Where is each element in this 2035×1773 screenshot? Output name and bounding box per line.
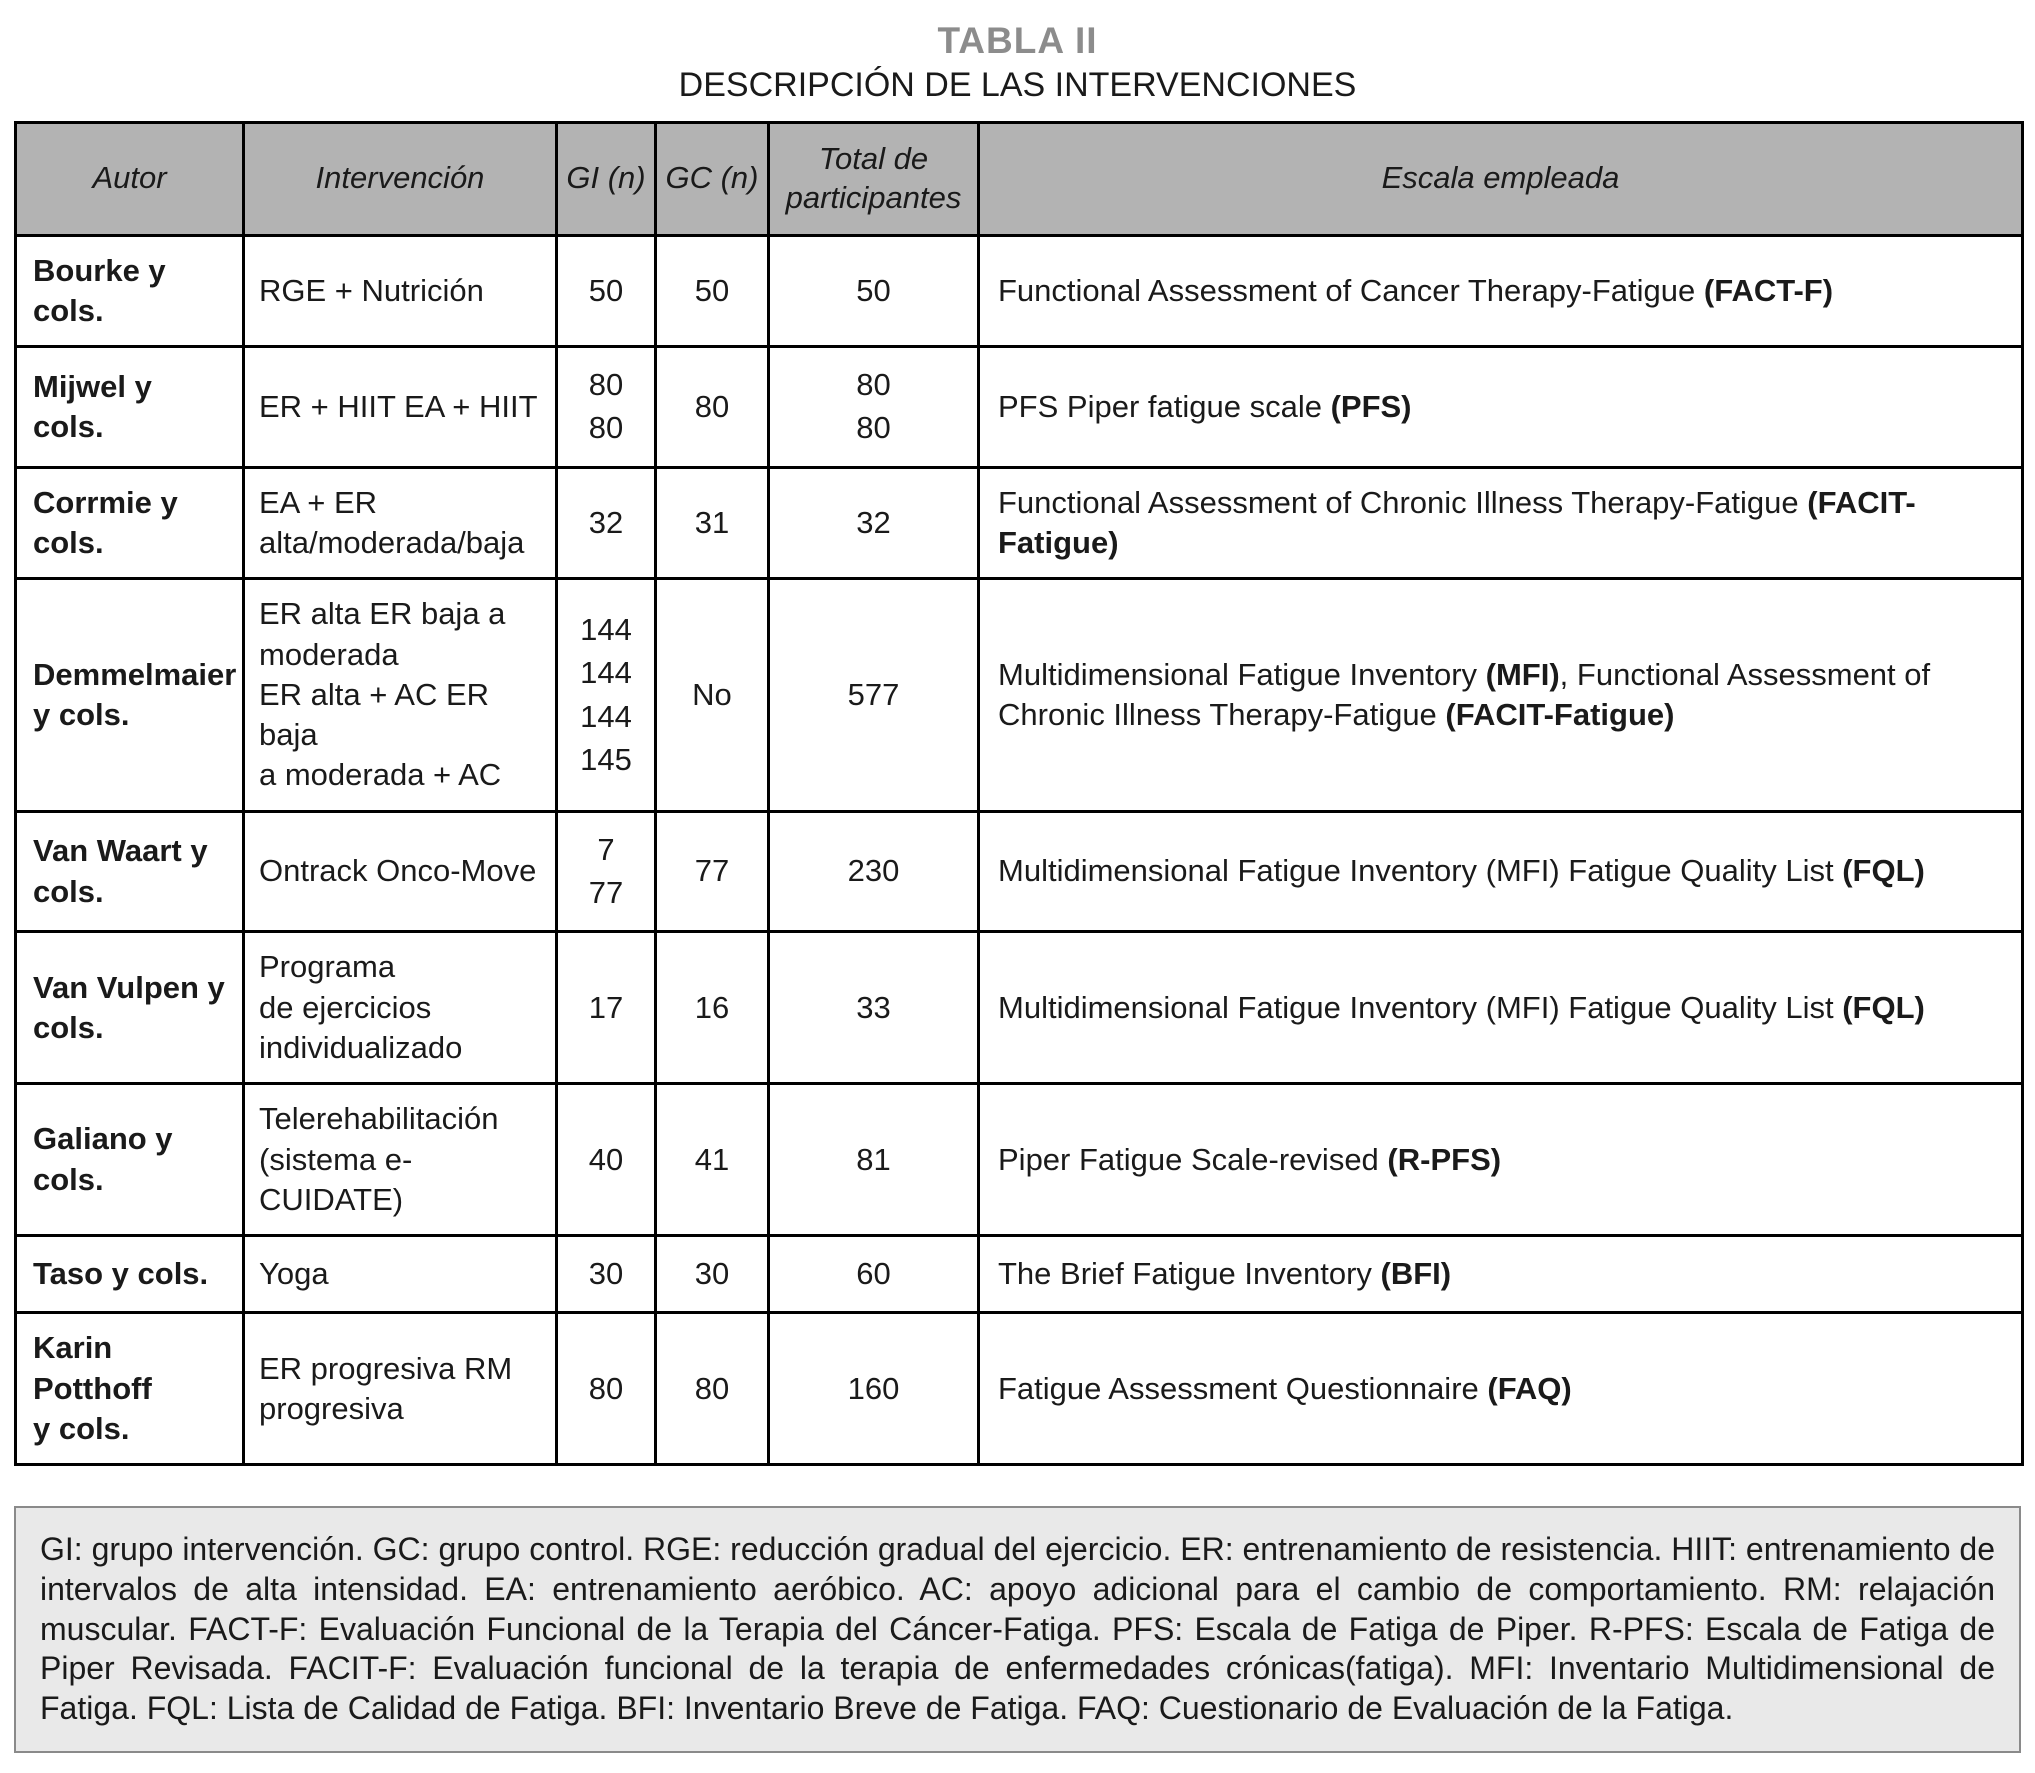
- col-header-gc: GC (n): [656, 123, 769, 236]
- intervencion-cell: ER alta ER baja a moderada ER alta + AC ER baja a moderada + AC: [244, 579, 557, 811]
- scale-name: Multidimensional Fatigue Inventory: [998, 656, 1486, 692]
- scale-acronym: (FACT-F): [1703, 272, 1834, 308]
- gc-cell: 50: [656, 235, 769, 347]
- total-cell: 33: [769, 932, 979, 1084]
- scale-acronym: (MFI): [1485, 656, 1560, 692]
- gi-cell: 80 80: [557, 347, 656, 468]
- gi-cell: 144 144 144 145: [557, 579, 656, 811]
- escala-cell: [979, 1084, 2023, 1236]
- total-cell: 80 80: [769, 347, 979, 468]
- escala-cell: [979, 467, 2023, 579]
- table-row: [16, 235, 2023, 347]
- scale-name: Multidimensional Fatigue Inventory (MFI) Fatigue Quality List: [998, 989, 1843, 1025]
- autor-cell: Galiano y cols.: [16, 1084, 244, 1236]
- gc-cell: 80: [656, 1313, 769, 1465]
- intervencion-cell: Telerehabilitación (sistema e-CUIDATE): [244, 1084, 557, 1236]
- scale-acronym: (BFI): [1380, 1256, 1452, 1292]
- table-row: [16, 932, 2023, 1084]
- autor-cell: Mijwel y cols.: [16, 347, 244, 468]
- col-header-intervencion: Intervención: [244, 123, 557, 236]
- table-row: [16, 811, 2023, 932]
- total-cell: 60: [769, 1236, 979, 1313]
- gc-cell: 77: [656, 811, 769, 932]
- gc-cell: 16: [656, 932, 769, 1084]
- title-block: [14, 20, 2021, 105]
- scale-name: Functional Assessment of Chronic Illness Therapy-Fatigue: [998, 484, 1808, 520]
- gi-cell: 17: [557, 932, 656, 1084]
- escala-cell: [979, 932, 2023, 1084]
- table-row: [16, 579, 2023, 811]
- autor-cell: Bourke y cols.: [16, 235, 244, 347]
- autor-cell: Van Waart y cols.: [16, 811, 244, 932]
- scale-name: Fatigue Assessment Questionnaire: [998, 1370, 1488, 1406]
- intervencion-cell: ER + HIIT EA + HIIT: [244, 347, 557, 468]
- autor-cell: Van Vulpen y cols.: [16, 932, 244, 1084]
- autor-cell: Taso y cols.: [16, 1236, 244, 1313]
- gc-cell: 30: [656, 1236, 769, 1313]
- footnote-box: [14, 1506, 2021, 1752]
- table-body: [16, 235, 2023, 1465]
- total-cell: 577: [769, 579, 979, 811]
- autor-cell: Corrmie y cols.: [16, 467, 244, 579]
- scale-acronym: (FACIT-Fatigue): [1445, 697, 1675, 733]
- gi-cell: 50: [557, 235, 656, 347]
- intervencion-cell: ER progresiva RM progresiva: [244, 1313, 557, 1465]
- intervencion-cell: EA + ER alta/moderada/baja: [244, 467, 557, 579]
- scale-acronym: (PFS): [1330, 388, 1412, 424]
- table-title: TABLA II: [937, 20, 1098, 61]
- escala-cell: [979, 347, 2023, 468]
- header-row: [16, 123, 2023, 236]
- table-row: [16, 467, 2023, 579]
- scale-name: Piper Fatigue Scale-revised: [998, 1141, 1388, 1177]
- total-cell: 32: [769, 467, 979, 579]
- intervencion-cell: Ontrack Onco-Move: [244, 811, 557, 932]
- gc-cell: 31: [656, 467, 769, 579]
- scale-name: Multidimensional Fatigue Inventory (MFI) Fatigue Quality List: [998, 853, 1843, 889]
- escala-cell: [979, 1313, 2023, 1465]
- gi-cell: 40: [557, 1084, 656, 1236]
- scale-acronym: (FQL): [1842, 853, 1925, 889]
- scale-acronym: (FAQ): [1487, 1370, 1572, 1406]
- total-cell: 81: [769, 1084, 979, 1236]
- gi-cell: 7 77: [557, 811, 656, 932]
- intervencion-cell: RGE + Nutrición: [244, 235, 557, 347]
- table-subtitle: DESCRIPCIÓN DE LAS INTERVENCIONES: [678, 66, 1357, 104]
- table-row: [16, 1313, 2023, 1465]
- scale-name: Functional Assessment of Cancer Therapy-Fatigue: [998, 272, 1704, 308]
- col-header-gi: GI (n): [557, 123, 656, 236]
- scale-acronym: (R-PFS): [1387, 1141, 1502, 1177]
- escala-cell: [979, 1236, 2023, 1313]
- table-row: [16, 347, 2023, 468]
- col-header-total: Total de participantes: [769, 123, 979, 236]
- scale-name: , Functional Assessment of Chronic Illness Therapy-Fatigue: [998, 656, 1931, 733]
- escala-cell: [979, 235, 2023, 347]
- scale-acronym: (FACIT-Fatigue): [998, 484, 1916, 560]
- scale-name: The Brief Fatigue Inventory: [998, 1256, 1381, 1292]
- intervencion-cell: Programa de ejercicios individualizado: [244, 932, 557, 1084]
- escala-cell: [979, 579, 2023, 811]
- total-cell: 160: [769, 1313, 979, 1465]
- table-row: [16, 1236, 2023, 1313]
- table-row: [16, 1084, 2023, 1236]
- scale-name: PFS Piper fatigue scale: [998, 388, 1331, 424]
- total-cell: 50: [769, 235, 979, 347]
- col-header-escala: Escala empleada: [979, 123, 2023, 236]
- gc-cell: No: [656, 579, 769, 811]
- gi-cell: 32: [557, 467, 656, 579]
- escala-cell: [979, 811, 2023, 932]
- gi-cell: 30: [557, 1236, 656, 1313]
- autor-cell: Demmelmaier y cols.: [16, 579, 244, 811]
- gi-cell: 80: [557, 1313, 656, 1465]
- gc-cell: 41: [656, 1084, 769, 1236]
- col-header-autor: Autor: [16, 123, 244, 236]
- autor-cell: Karin Potthoff y cols.: [16, 1313, 244, 1465]
- interventions-table: [14, 121, 2024, 1466]
- footnote-text: GI: grupo intervención. GC: grupo control. RGE: reducción gradual del ejercicio. ER: entrenamiento de resistencia. HIIT: entrenamiento de intervalos de alta intensidad. EA: entrenamiento aeróbico. AC: apoyo adicional para el cambio de comportamiento. RM: relajación muscular. FACT-F: Evaluación Funcional de la Terapia del Cáncer-Fatiga. PFS: Escala de Fatiga de Piper. R-PFS: Escala de Fatiga de Piper Revisada. FACIT-F: Evaluación funcional de la terapia de enfermedades crónicas(fatiga). MFI: Inventario Multidimensional de Fatiga. FQL: Lista de Calidad de Fatiga. BFI: Inventario Breve de Fatiga. FAQ: Cuestionario de Evaluación de la Fatiga.: [40, 1531, 1995, 1727]
- total-cell: 230: [769, 811, 979, 932]
- intervencion-cell: Yoga: [244, 1236, 557, 1313]
- gc-cell: 80: [656, 347, 769, 468]
- scale-acronym: (FQL): [1842, 989, 1925, 1025]
